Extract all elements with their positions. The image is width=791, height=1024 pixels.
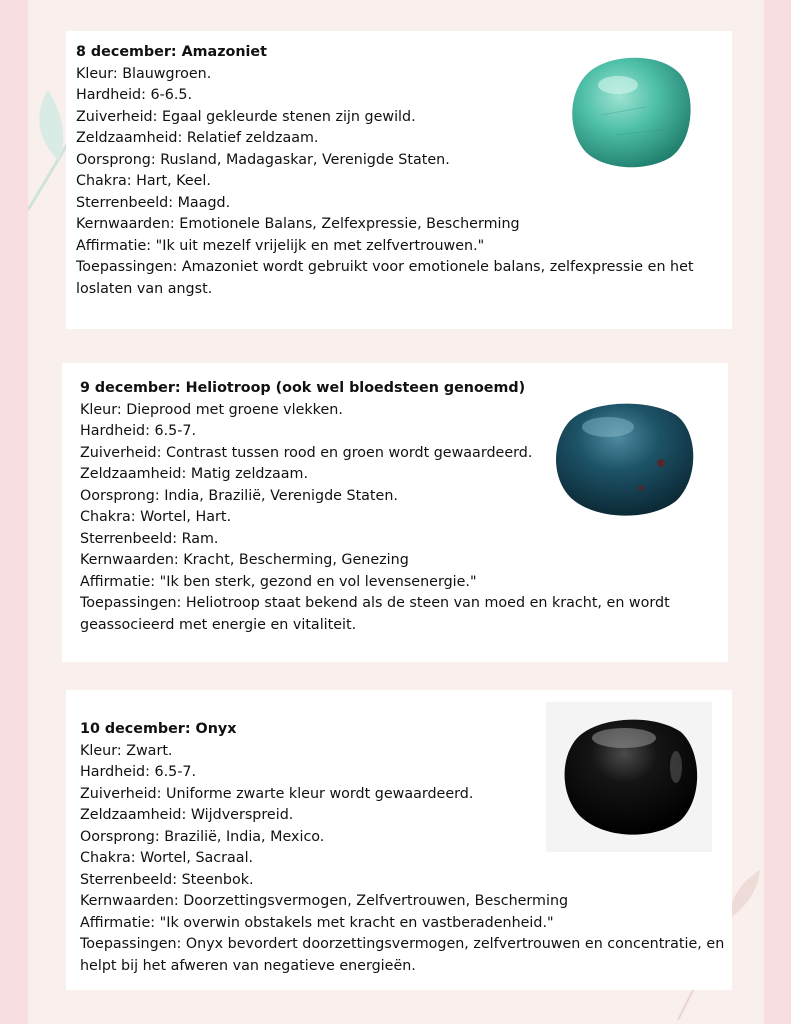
- stone-chakra: Chakra: Hart, Keel.: [76, 173, 211, 189]
- stone-affirmation: Affirmatie: "Ik uit mezelf vrijelijk en met zelfvertrouwen.": [76, 237, 485, 254]
- stone-applications: Toepassingen: Heliotroop staat bekend als de steen van moed en kracht, en wordt geassocieerd met energie en vitaliteit.: [80, 595, 670, 633]
- stone-rarity: Zeldzaamheid: Matig zeldzaam.: [80, 466, 308, 482]
- stone-color: Kleur: Zwart.: [80, 742, 173, 759]
- stone-color: Kleur: Dieprood met groene vlekken.: [80, 401, 343, 418]
- stone-rarity: Zeldzaamheid: Wijdverspreid.: [80, 807, 294, 823]
- stone-affirmation: Affirmatie: "Ik overwin obstakels met kracht en vastberadenheid.": [80, 914, 554, 931]
- stone-color: Kleur: Blauwgroen.: [76, 65, 212, 82]
- stone-purity: Zuiverheid: Uniforme zwarte kleur wordt gewaardeerd.: [80, 785, 474, 802]
- stone-title: 10 december: Onyx: [80, 721, 237, 737]
- stone-hardness: Hardheid: 6.5-7.: [80, 764, 197, 780]
- stone-rarity: Zeldzaamheid: Relatief zeldzaam.: [76, 130, 319, 146]
- stone-purity: Zuiverheid: Egaal gekleurde stenen zijn gewild.: [76, 108, 416, 125]
- stone-core-values: Kernwaarden: Doorzettingsvermogen, Zelfvertrouwen, Bescherming: [80, 893, 569, 909]
- stone-core-values: Kernwaarden: Emotionele Balans, Zelfexpressie, Bescherming: [76, 216, 520, 232]
- stone-origin: Oorsprong: Rusland, Madagaskar, Verenigde Staten.: [76, 151, 450, 168]
- stone-hardness: Hardheid: 6-6.5.: [76, 87, 193, 103]
- stone-card-onyx: [66, 690, 732, 990]
- stone-chakra: Chakra: Wortel, Hart.: [80, 509, 232, 525]
- stone-chakra: Chakra: Wortel, Sacraal.: [80, 850, 254, 866]
- stone-zodiac: Sterrenbeeld: Maagd.: [76, 194, 231, 211]
- amazonite-stone-image: [546, 45, 716, 175]
- stone-card-heliotroop: [62, 363, 728, 662]
- stone-purity: Zuiverheid: Contrast tussen rood en groen wordt gewaardeerd.: [80, 444, 533, 461]
- stone-zodiac: Sterrenbeeld: Steenbok.: [80, 871, 254, 888]
- stone-origin: Oorsprong: India, Brazilië, Verenigde Staten.: [80, 487, 398, 504]
- stone-core-values: Kernwaarden: Kracht, Bescherming, Genezing: [80, 552, 409, 568]
- stone-hardness: Hardheid: 6.5-7.: [80, 423, 197, 439]
- stone-applications: Toepassingen: Amazoniet wordt gebruikt voor emotionele balans, zelfexpressie en het loslaten van angst.: [76, 259, 694, 297]
- stone-title: 9 december: Heliotroop (ook wel bloedsteen genoemd): [80, 380, 526, 396]
- stone-applications: Toepassingen: Onyx bevordert doorzettingsvermogen, zelfvertrouwen en concentratie, en helpt bij het afweren van negatieve energieën.: [80, 936, 725, 974]
- stone-title: 8 december: Amazoniet: [76, 44, 267, 60]
- onyx-stone-image: [546, 702, 712, 852]
- stone-origin: Oorsprong: Brazilië, India, Mexico.: [80, 828, 325, 845]
- bloodstone-stone-image: [546, 393, 700, 523]
- stone-affirmation: Affirmatie: "Ik ben sterk, gezond en vol levensenergie.": [80, 573, 477, 590]
- stone-card-amazoniet: [66, 31, 732, 329]
- stone-zodiac: Sterrenbeeld: Ram.: [80, 530, 219, 547]
